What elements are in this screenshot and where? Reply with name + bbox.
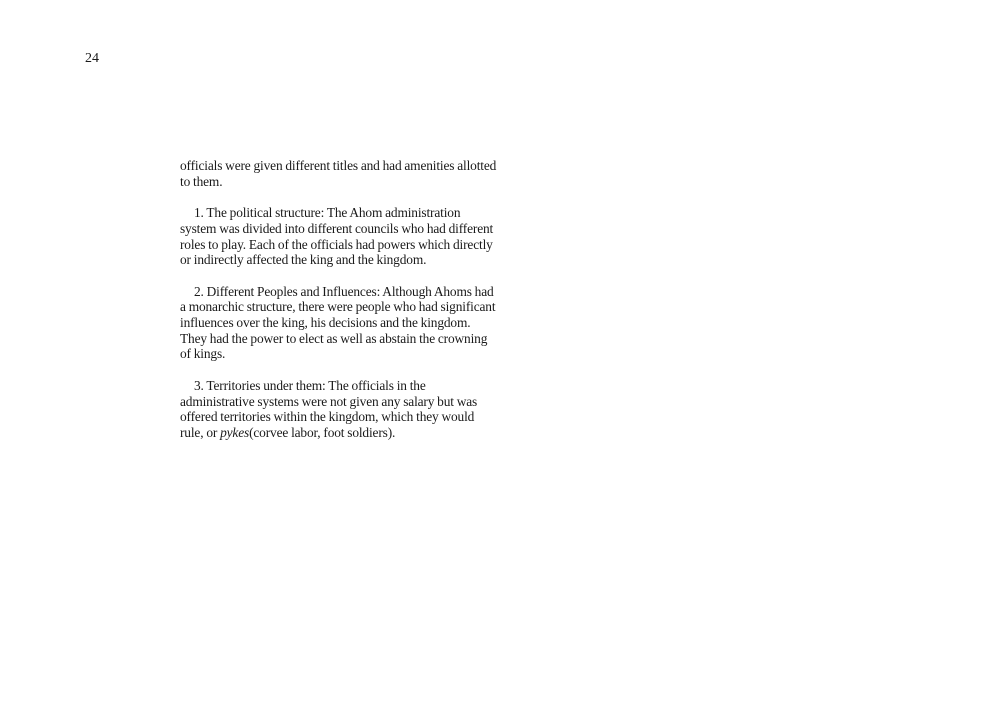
territories-text-end: (corvee labor, foot soldiers).	[249, 424, 396, 440]
point-territories	[180, 378, 498, 441]
point-political-structure: 1. The political structure: The Ahom administration system was divided into different councils who had different roles to play. Each of the officials had powers which directly or indirectly affected the king and the kingdom.	[180, 205, 494, 268]
page-number: 24	[85, 51, 99, 66]
territories-text: 3. Territories under them: The officials in the administrative systems were not given any salary but was offered territories within the kingdom, which they would rule, or	[180, 377, 478, 440]
body-text	[180, 158, 498, 441]
pykes-term: pykes	[220, 424, 250, 440]
point-peoples-influences: 2. Different Peoples and Influences: Although Ahoms had a monarchic structure, there were people who had significant influences over the king, his decisions and the kingdom. They had the power to elect as well as abstain the crowning of kings.	[180, 283, 496, 362]
intro-paragraph: officials were given different titles and had amenities allotted to them.	[180, 158, 497, 189]
